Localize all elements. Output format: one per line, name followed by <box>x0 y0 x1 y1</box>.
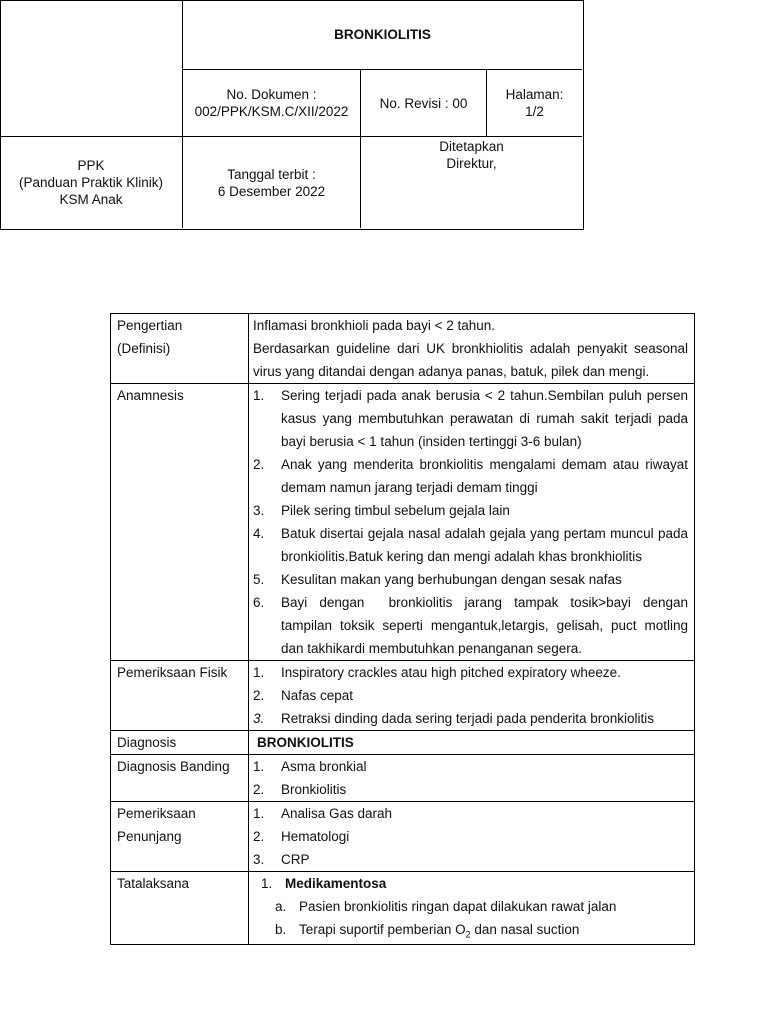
issue-date-label: Tanggal terbit : <box>227 166 316 182</box>
list-number: 1. <box>253 665 265 680</box>
table-row <box>111 661 695 731</box>
list-item <box>253 895 688 918</box>
list-number: 3. <box>253 711 265 726</box>
differential-list <box>253 755 688 801</box>
list-number: 4. <box>253 526 265 541</box>
list-item <box>253 755 688 778</box>
list-number: 2. <box>253 829 265 844</box>
list-number: 1. <box>261 876 273 891</box>
treatment-heading <box>253 872 688 895</box>
text-part: Terapi suportif pemberian O <box>299 922 466 937</box>
revision-cell <box>361 70 486 136</box>
supporting-exam-list <box>253 802 688 871</box>
list-letter: b. <box>275 922 287 937</box>
row-label: Pemeriksaan Fisik <box>117 665 228 680</box>
list-line <box>299 918 579 941</box>
list-line: Sering terjadi pada anak berusia < 2 tahun.Sembilan puluh persen <box>281 388 688 403</box>
anamnesis-list <box>253 384 688 660</box>
list-line: dan takhikardi membutuhkan penanganan segera. <box>281 641 582 656</box>
list-line: CRP <box>281 852 310 867</box>
row-content-cell <box>249 384 695 661</box>
list-item <box>253 661 688 684</box>
table-row <box>111 755 695 802</box>
row-content-cell <box>249 872 695 945</box>
subscript: 2 <box>465 929 471 940</box>
document-header <box>0 0 584 230</box>
text-part: dan nasal suction <box>470 922 580 937</box>
approval-cell <box>361 138 582 178</box>
list-number: 1. <box>253 759 265 774</box>
list-item <box>253 707 688 730</box>
ppk-line: PPK <box>77 158 105 173</box>
row-label-cell <box>111 802 249 872</box>
issue-date-cell <box>183 137 360 228</box>
row-label: Penunjang <box>117 829 182 844</box>
page-label: Halaman: <box>505 87 564 102</box>
definition-line: Berdasarkan guideline dari UK bronkhiolitis adalah penyakit seasonal <box>253 341 688 356</box>
row-label: Anamnesis <box>117 388 184 403</box>
list-number: 3. <box>253 852 265 867</box>
row-label: Tatalaksana <box>117 876 190 891</box>
row-label-cell <box>111 731 249 755</box>
list-line: Inspiratory crackles atau high pitched expiratory wheeze. <box>281 665 621 680</box>
document-number-value: 002/PPK/KSM.C/XII/2022 <box>194 104 349 119</box>
list-line: Hematologi <box>281 829 350 844</box>
table-row <box>111 872 695 945</box>
row-label-cell <box>111 314 249 384</box>
list-number: 3. <box>253 503 265 518</box>
table-row <box>111 384 695 661</box>
row-label-cell <box>111 384 249 661</box>
list-number: 1. <box>253 388 265 403</box>
list-item <box>253 568 688 591</box>
revision-number: No. Revisi : 00 <box>379 95 468 111</box>
list-item <box>253 918 688 941</box>
list-item <box>253 522 688 568</box>
list-item <box>253 384 688 453</box>
treatment-heading-text: Medikamentosa <box>285 876 387 891</box>
row-label: Pengertian <box>117 318 183 333</box>
clinical-guideline-table <box>110 313 695 945</box>
list-item <box>253 684 688 707</box>
list-line: kasus yang membutuhkan perawatan di rumah sakit terjadi pada <box>281 411 688 426</box>
row-label: (Definisi) <box>117 341 171 356</box>
list-line: Nafas cepat <box>281 688 354 703</box>
list-item <box>253 591 688 660</box>
table-row <box>111 802 695 872</box>
document-number-cell <box>183 70 360 136</box>
page-cell <box>487 70 582 136</box>
document-title: BRONKIOLITIS <box>334 27 431 42</box>
issue-date-value: 6 Desember 2022 <box>217 183 326 199</box>
list-line: Retraksi dinding dada sering terjadi pada penderita bronkiolitis <box>281 711 654 726</box>
list-number: 2. <box>253 688 265 703</box>
list-line: bayi berusia < 1 tahun (insiden tertinggi 3-6 bulan) <box>281 434 582 449</box>
list-number: 1. <box>253 806 265 821</box>
list-line: Asma bronkial <box>281 759 367 774</box>
definition-line: virus yang ditandai dengan adanya panas, batuk, pilek dan mengi. <box>253 364 650 379</box>
list-number: 2. <box>253 457 265 472</box>
list-item <box>253 848 688 871</box>
list-item <box>253 778 688 801</box>
row-label-cell <box>111 661 249 731</box>
ppk-line: (Panduan Praktik Klinik) <box>18 175 164 190</box>
diagnosis-value: BRONKIOLITIS <box>257 735 354 750</box>
list-line: Pilek sering timbul sebelum gejala lain <box>281 503 510 518</box>
document-title-cell <box>183 0 582 69</box>
definition-line: Inflamasi bronkhioli pada bayi < 2 tahun. <box>253 318 496 333</box>
row-content-cell <box>249 802 695 872</box>
document-number-label: No. Dokumen : <box>226 87 317 102</box>
list-line: Analisa Gas darah <box>281 806 393 821</box>
list-number: 6. <box>253 595 265 610</box>
list-line: Bronkiolitis <box>281 782 347 797</box>
list-line: Batuk disertai gejala nasal adalah gejala yang pertam muncul pada <box>281 526 688 541</box>
row-content-cell <box>249 314 695 384</box>
row-label-cell <box>111 872 249 945</box>
list-line: bronkiolitis.Batuk kering dan mengi adalah khas bronkhiolitis <box>281 549 642 564</box>
list-item <box>253 499 688 522</box>
row-content-cell <box>249 755 695 802</box>
page-value: 1/2 <box>525 104 544 119</box>
list-line: tampilan toksik seperti mengantuk,letargis, gelisah, puct motling <box>281 618 688 633</box>
list-line: Pasien bronkiolitis ringan dapat dilakukan rawat jalan <box>299 899 617 914</box>
list-item <box>253 453 688 499</box>
ppk-cell <box>0 137 182 228</box>
row-content-cell <box>249 661 695 731</box>
list-number: 2. <box>253 782 265 797</box>
list-letter: a. <box>275 899 287 914</box>
list-item <box>253 802 688 825</box>
list-line: Bayi dengan bronkiolitis jarang tampak tosik>bayi dengan <box>281 595 688 610</box>
table-row <box>111 314 695 384</box>
row-label-cell <box>111 755 249 802</box>
list-line: Kesulitan makan yang berhubungan dengan sesak nafas <box>281 572 622 587</box>
row-content-cell <box>249 731 695 755</box>
approval-line: Ditetapkan <box>439 139 504 154</box>
row-label: Diagnosis <box>117 735 177 750</box>
approval-line: Direktur, <box>446 156 497 171</box>
ppk-line: KSM Anak <box>59 192 123 207</box>
list-line: Anak yang menderita bronkiolitis mengalami demam atau riwayat <box>281 457 688 472</box>
list-number: 5. <box>253 572 265 587</box>
table-row <box>111 731 695 755</box>
row-label: Pemeriksaan <box>117 806 196 821</box>
list-line: demam namun jarang terjadi demam tinggi <box>281 480 538 495</box>
list-item <box>253 825 688 848</box>
row-label: Diagnosis Banding <box>117 759 230 774</box>
physical-exam-list <box>253 661 688 730</box>
